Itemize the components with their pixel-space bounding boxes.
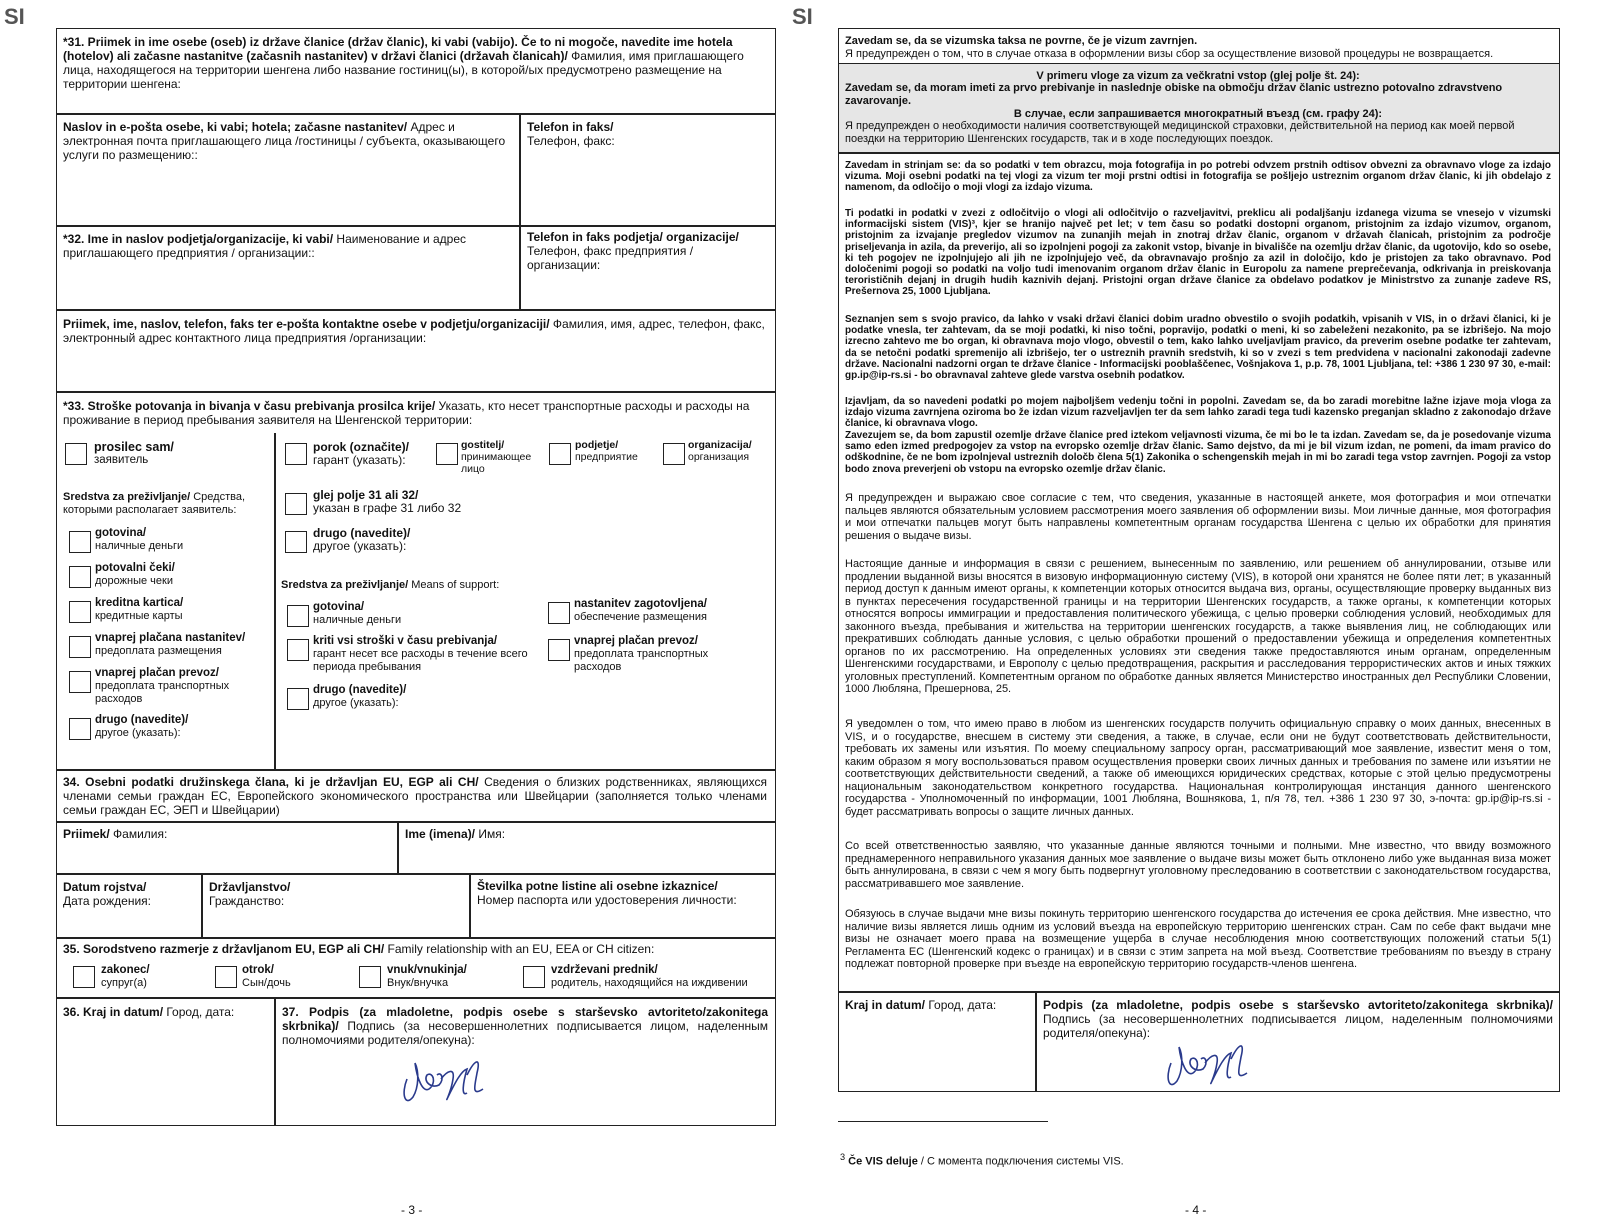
sponsor-cash-label: gotovina/ наличные деньги (313, 601, 402, 626)
insurance-title-sl: V primeru vloge za vizum za večkratni vstop (glej polje št. 24): (1036, 70, 1360, 82)
footnote: $^3$ Če VIS deluje / С момента подключения системы VIS. (840, 1152, 1124, 1168)
company-label: podjetje/ предприятие (575, 439, 638, 463)
signature (1161, 1033, 1261, 1093)
consent-para-ru-1: Я предупрежден и выражаю свое согласие с тем, что сведения, указанные в настоящей анкете, моя фотография и мои отпечатки пальцев являются обязательным условием рассмотрения моего заявления об оформлении визы. Мои личные данные, моя фотография и мои отпечатки пальцев могут быть направлены компетентным органам государства Шенгена с целью их обработки для принятия решения о выдаче визы. (845, 492, 1551, 542)
see-field-checkbox[interactable] (285, 493, 307, 515)
sponsor-prepaid-transport-checkbox[interactable] (548, 639, 570, 661)
insurance-text-sl: Zavedam se, da moram imeti za prvo prebivanje in naslednje obiske na območju držav članic ustrezno potovalno zdravstveno zavarovanje. (845, 82, 1503, 107)
prepaid-transport-label: vnaprej plačan prevoz/ предоплата транспортных расходов (95, 667, 230, 705)
consent-para-sl-3: Seznanjen sem s svojo pravico, da lahko v vsaki državi članici dobim uradno obvestilo o svojih podatkih, vpisanih v VIS, in o državi članici, ki je podatke vnesla, ter zahtevam, da se moji podatki, ki niso točni, popravijo, podatki o meni, ki so zabeleženi nezakonito, pa se izbrišejo. Na mojo izrecno zahtevo me bo organ, ki obravnava mojo vlogo, obvestil o tem, kako lahko uveljavljam pravico, da preverim osebne podatke ter zahtevam, da se netočni podatki spremenijo ali izbrišejo, ter o ustreznih pravnih sredstvih, ki so v zvezi s tem predvidena v nacionalni zakonodaji zadevne države. Nacionalni nadzorni organ te države članice - Informacijski pooblaščenec, Vošnjakova 1, p.p. 78, 1001 Ljubljana, tel: +386 1 230 97 30, e-mail: gp.ip@ip-rs.si - bo obravnaval zahteve glede varstva osebnih podatkov. (845, 314, 1551, 382)
cash-checkbox[interactable] (69, 531, 91, 553)
sponsor-prepaid-transport-label: vnaprej plačan prevoz/ предоплата транспортных расходов (574, 635, 709, 673)
all-costs-covered-checkbox[interactable] (287, 639, 309, 661)
consent-para-sl-2: Ti podatki in podatki v zvezi z odločitvijo o vlogi ali odločitvijo o razveljavitvi, preklicu ali podaljšanju izdanega vizuma se vnesejo v vizumski informacijski sistem (VIS)³, kjer se hranijo največ pet let; v tem času so podatki dostopni organom, pristojnim za izdajo vizumov, organom, pristojnim za izvajanje pregledov vizumov na zunanjih mejah in znotraj držav članic, organom v državah članicah, pristojnim za področje priseljevanja in azila, da preverijo, ali so izpolnjeni pogoji za zakonit vstop, bivanje in bivališče na ozemlju držav članic, da ugotovijo, kdo so osebe, ki teh pogojev ne izpolnjujejo ali jih ne izpolnjujejo več, da obravnavajo prošnjo za azil in določijo, kdo je pristojen za tako obravnavo. Pod določenimi pogoji so podatki na voljo tudi imenovanim organom držav članic in Europolu za namene preprečevanja, odkrivanja in preiskovanja terorističnih dejanj in drugih hudih kaznivih dejanj. Pristojni organ države članice za obdelavo podatkov je Ministrstvo za zunanje zadeve RS, Prešernova 25, 1000 Ljubljana. (845, 208, 1551, 298)
dependent-ascendant-checkbox[interactable] (523, 966, 545, 988)
q34-dob[interactable]: Datum rojstva/ Дата рождения: (63, 880, 151, 908)
page-number-3: - 3 - (401, 1203, 423, 1217)
place-date-field[interactable]: Kraj in datum/ Город, дата: (845, 998, 997, 1012)
q34-nationality[interactable]: Državljanstvo/ Гражданство: (209, 880, 291, 908)
insurance-text-ru: Я предупрежден о необходимости наличия соответствующей медицинской страховки, действительной на период как моей первой поездки на территорию Шенгенских государств, так и в ходе последующих поездок. (845, 120, 1515, 145)
dependent-ascendant-label: vzdrževani prednik/ родитель, находящийся на иждивении (551, 964, 748, 989)
means-label-left: Sredstva za preživljanje/ Средства, которыми располагает заявитель: (63, 491, 246, 516)
q34-name[interactable]: Ime (imena)/ Имя: (405, 827, 506, 841)
credit-card-checkbox[interactable] (69, 601, 91, 623)
form-page-4 (838, 28, 1560, 1092)
spouse-checkbox[interactable] (73, 966, 95, 988)
travellers-cheques-label: potovalni čeki/ дорожные чеки (95, 562, 175, 587)
country-code-left: SI (4, 4, 25, 29)
signature (397, 1049, 497, 1109)
consent-para-ru-4: Со всей ответственностью заявляю, что указанные данные являются точными и полными. Мне известно, что ввиду возможного преднамеренного неправильного указания данных мое заявление о выдаче визы может быть отклонено либо уже выданная виза может быть аннулирована, в связи с чем я могу быть подвергнут уголовному преследованию в соответствии с законодательством государства, рассматривавшего мое заявление. (845, 840, 1551, 890)
page-number-4: - 4 - (1185, 1203, 1207, 1217)
signature-field-label: Podpis (za mladoletne, podpis osebe s starševsko avtoriteto/zakonitega skrbnika)/ Подпись (за несовершеннолетних подписывается лицом, наделенным полномочиями родителя/опекуна): (1043, 998, 1553, 1040)
child-checkbox[interactable] (215, 966, 237, 988)
country-code-right: SI (792, 4, 813, 29)
sponsor-other-checkbox[interactable] (287, 688, 309, 710)
visa-fee-notice: Zavedam se, da se vizumska taksa ne povrne, če je vizum zavrnjen. Я предупрежден о том, что в случае отказа в оформлении визы сбор за осуществление визовой процедуры не возвращается. (845, 35, 1494, 60)
applicant-label: prosilec sam/ заявитель (94, 440, 174, 466)
q37-signature-label: 37. Podpis (za mladoletne, podpis osebe s starševsko avtoriteto/zakonitega skrbnika)/ Подпись (за несовершеннолетних подписывается лицом, наделенным полномочиями родителя/опекуна): (282, 1005, 768, 1047)
company-checkbox[interactable] (549, 443, 571, 465)
accommodation-provided-label: nastanitev zagotovljena/ обеспечение размещения (574, 598, 707, 623)
q31-address[interactable]: Naslov in e-pošta osebe, ki vabi; hotela; začasne nastanitev/ Адрес и электронная почта приглашающего лица /гостиницы / субъекта, оказывающего услуги по размещению:: (63, 120, 506, 162)
other-sponsor-label: drugo (navedite)/ другое (указать): (313, 526, 411, 553)
q34-surname[interactable]: Priimek/ Фамилия: (63, 827, 168, 841)
q34-title: 34. Osebni podatki družinskega člana, ki je državljan EU, EGP ali CH/ Сведения о близких родственниках, являющихся членами семьи граждан ЕС, Европейского экономического пространства или Швейцарии (заполняется только членами семьи граждан ЕС, ЭЕП и Швейцарии) (63, 775, 767, 817)
q31-phone[interactable]: Telefon in faks/ Телефон, факс: (527, 120, 615, 148)
prepaid-accommodation-label: vnaprej plačana nastanitev/ предоплата размещения (95, 632, 246, 657)
sponsor-checkbox[interactable] (285, 443, 307, 465)
other-sponsor-checkbox[interactable] (285, 531, 307, 553)
page-4 (800, 0, 1600, 1220)
organisation-checkbox[interactable] (663, 443, 685, 465)
sponsor-label: porok (označite)/ гарант (указать): (313, 440, 410, 467)
insurance-title-ru: В случае, если запрашивается многократный въезд (см. графу 24): (1013, 108, 1383, 120)
consent-para-ru-3: Я уведомлен о том, что имею право в любом из шенгенских государств получить официальную справку о моих данных, внесенных в VIS, и о государстве, внесшем в систему эти сведения, а также, в случае, если они не будут соответствовать действительности, требовать их замены или изъятия. По моему специальному запросу орган, рассматривающий мое заявление, известит меня о том, каким образом я могу воспользоваться правом осуществления проверки своих личных данных и требования по замене или изъятии не соответствующих действительности сведений, а также об имеющихся юридических средствах, которые с этой целью предусмотрены национальным законодательством конкретного государства. Национальная контролирующая инстанция данного шенгенского государства - Уполномоченный по информации, 1001 Любляна, Вошнякова, 1, п/я 78, тел. +386 1 230 97 30, э-почта: gp.ip@ip-rs.si - будет рассматривать вопросы о защите личных данных. (845, 718, 1551, 818)
q32-phone[interactable]: Telefon in faks podjetja/ organizacije/ Телефон, факс предприятия / организации: (527, 230, 739, 272)
consent-para-sl-1: Zavedam in strinjam se: da so podatki v tem obrazcu, moja fotografija in po potrebi odvzem prstnih odtisov obvezni za obravnavo vloge za izdajo vizuma. Moji osebni podatki na tej vlogi za vizum ter moji prstni odtisi in fotografija se pošljejo ustreznim organom držav članic, ki jih obdelajo z namenom, da odločijo o moji vlogi za izdajo vizuma. (845, 160, 1551, 194)
q32-contact[interactable]: Priimek, ime, naslov, telefon, faks ter e-pošta kontaktne osebe v podjetju/organizaciji/ Фамилия, имя, адрес, телефон, факс, электронный адрес контактного лица предприятия /организации: (63, 317, 765, 345)
see-field-label: glej polje 31 ali 32/ указан в графе 31 либо 32 (313, 488, 462, 515)
q35-title: 35. Sorodstveno razmerje z državljanom EU, EGP ali CH/ Family relationship with an EU, EEA or CH citizen: (63, 942, 655, 956)
means-label-right: Sredstva za preživljanje/ Means of support: (281, 579, 500, 591)
host-label: gostitelj/ принимающее лицо (461, 439, 532, 475)
q33-title: *33. Stroške potovanja in bivanja v času prebivanja prosilca krije/ Указать, кто несет транспортные расходы и расходы на проживание в период пребывания заявителя на Шенгенской территории: (63, 399, 750, 427)
sponsor-other-label: drugo (navedite)/ другое (указать): (313, 684, 407, 709)
child-label: otrok/ Сын/дочь (242, 964, 291, 989)
q31-title: *31. Priimek in ime osebe (oseb) iz države članice (držav članic), ki vabi (vabijo). Če to ni mogoče, navedite ime hotela (hotelov) ali začasne nastanitve (začasnih nastanitev) v državi članici (državah članicah)/ Фамилия, имя приглашающего лица, находящегося на территории шенгена либо название гостиниц(ы), в которой/ых предусмотрено размещение на территории шенгена: (63, 35, 744, 91)
footnote-rule (838, 1121, 1048, 1122)
form-page-3 (56, 28, 776, 1126)
organisation-label: organizacija/ организация (688, 439, 752, 463)
q34-document-number[interactable]: Številka potne listine ali osebne izkaznice/ Номер паспорта или удостоверения личности: (477, 879, 737, 907)
q32-title[interactable]: *32. Ime in naslov podjetja/organizacije, ki vabi/ Наименование и адрес приглашающего предприятия / организации:: (63, 232, 467, 260)
q36-place-date[interactable]: 36. Kraj in datum/ Город, дата: (63, 1005, 235, 1019)
other-means-label: drugo (navedite)/ другое (указать): (95, 714, 189, 739)
consent-para-sl-4: Izjavljam, da so navedeni podatki po mojem najboljšem vedenju točni in popolni. Zavedam se, da bo zaradi morebitne lažne izjave moja vloga za izdajo vizuma zavrnjena oziroma bo že izdan vizum razveljavljen ter da sem lahko zaradi tega tudi kazensko preganjan skladno z zakonodajo države članice, ki obravnava vlogo. (845, 396, 1551, 430)
prepaid-accommodation-checkbox[interactable] (69, 636, 91, 658)
travellers-cheques-checkbox[interactable] (69, 566, 91, 588)
host-checkbox[interactable] (436, 443, 458, 465)
consent-para-ru-5: Обязуюсь в случае выдачи мне визы покинуть территорию шенгенского государства до истечения ее срока действия. Мне известно, что наличие визы является лишь одним из условий въезда на европейскую территорию шенгенских стран. Сам по себе факт выдачи мне визы не означает моего права на возмещение ущерба в случае несоблюдения мною соответствующих положений статьи 5(1) Регламента ЕС (Шенгенский кодекс о границах) и в связи с этим запрета на мой въезд. Соответствие требованиям по въезду в страну подлежат повторной проверке при въезде на европейскую территорию государств-членов шенгена. (845, 908, 1551, 970)
prepaid-transport-checkbox[interactable] (69, 671, 91, 693)
consent-para-sl-5: Zavezujem se, da bom zapustil ozemlje države članice pred iztekom veljavnosti vizuma, če mi bo le ta izdan. Zavedam se, da je posedovanje vizuma samo eden izmed predpogojev za vstop na evropsko ozemlje držav članic. Samo dejstvo, da mi je bil vizum izdan, ne pomeni, da imam pravico do odškodnine, če ne bom izpolnjeval ustreznih določb člena 5(1) Zakonika o schengenskih mejah in mi bo zaradi tega vstop zavrnjen. Pogoji za vstop bodo znova preverjeni ob vstopu na evropsko ozemlje držav članic. (845, 430, 1551, 475)
credit-card-label: kreditna kartica/ кредитные карты (95, 597, 184, 622)
consent-para-ru-2: Настоящие данные и информация в связи с решением, вынесенным по заявлению, или решением об аннулировании, отзыве или продлении выданной визы вносятся в визовую информационную систему (VIS), в которой они хранятся не более пяти лет; в указанный период доступ к данным имеют органы, к компетенции которых относится выдача виз, органы, осуществляющие проверку выданных виз в пунктах пересечения государственной границы и на территории Шенгенских государств, а также органы, к компетенции которых относятся вопросы иммиграции и предоставления политического убежища, с целью проверки соблюдения условий, необходимых для законного въезда, пребывания и жительства на территории шенгенских государств, а также выявления лиц, не соблюдающих или прекративших соблюдать данные условия, с целью обработки прошений о предоставлении убежища и определения компетентных органов по их рассмотрению. На определенных условиях эти сведения также предоставляются иным органам, определенным Шенгенскими государствами, и Европолу с целью предотвращения, раскрытия и расследования террористических актов и иных тяжких уголовных преступлений. Компетентным органом по обработке данных является Министерство иностранных дел Республики Словении, 1000 Любляна, Прешернова, 25. (845, 558, 1551, 695)
cash-label: gotovina/ наличные деньги (95, 527, 184, 552)
grandchild-label: vnuk/vnukinja/ Внук/внучка (387, 964, 467, 989)
all-costs-covered-label: kriti vsi stroški v času prebivanja/ гарант несет все расходы в течение всего периода пребывания (313, 635, 528, 673)
spouse-label: zakonec/ супруг(а) (101, 964, 150, 989)
grandchild-checkbox[interactable] (359, 966, 381, 988)
other-means-checkbox[interactable] (69, 718, 91, 740)
sponsor-cash-checkbox[interactable] (287, 605, 309, 627)
applicant-checkbox[interactable] (65, 443, 87, 465)
accommodation-provided-checkbox[interactable] (548, 602, 570, 624)
